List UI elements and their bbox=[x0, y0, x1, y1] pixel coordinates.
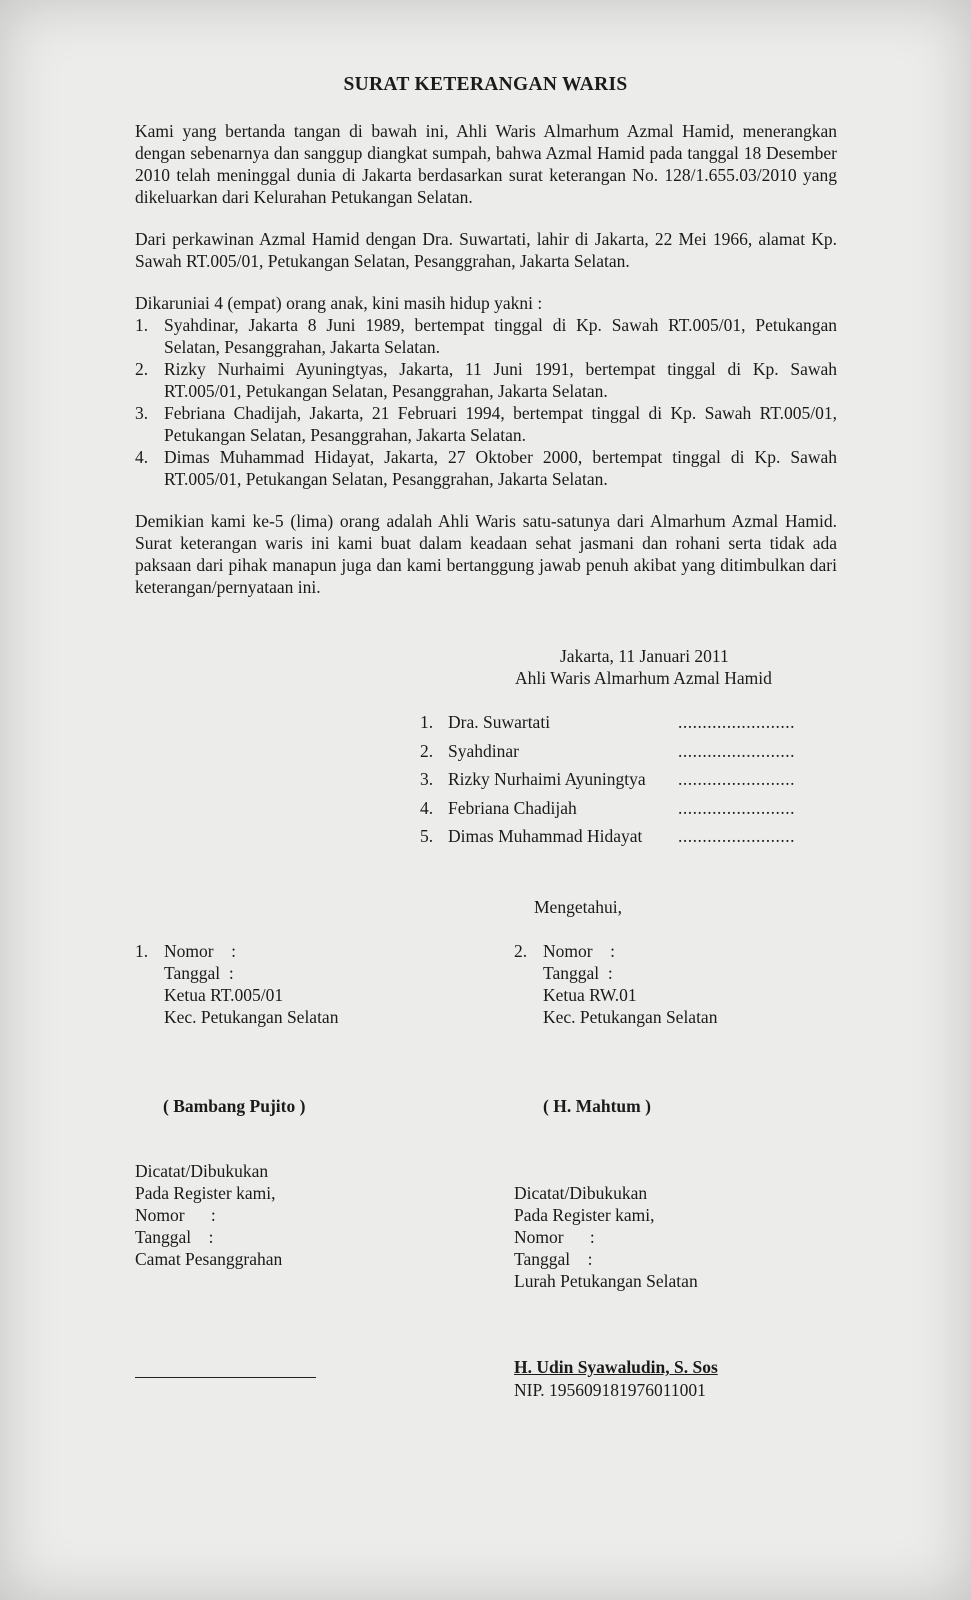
rw-signer-name: ( H. Mahtum ) bbox=[543, 1096, 651, 1116]
heir-number: 5. bbox=[420, 826, 434, 846]
camat-line-nomor: Nomor : bbox=[135, 1205, 216, 1225]
document-body bbox=[135, 120, 837, 618]
heir-number: 3. bbox=[420, 769, 434, 789]
lurah-line-recorded: Dicatat/Dibukukan bbox=[514, 1183, 648, 1203]
rt-kecamatan: Kec. Petukangan Selatan bbox=[164, 1007, 339, 1027]
rw-role: Ketua RW.01 bbox=[543, 985, 637, 1005]
list-item-text: Dimas Muhammad Hidayat, Jakarta, 27 Oktober 2000, bertempat tinggal di Kp. Sawah RT.005/01, Petukangan Selatan, Pesanggrahan, Jakarta Selatan. bbox=[164, 447, 837, 489]
heir-name: Rizky Nurhaimi Ayuningtya bbox=[448, 769, 646, 789]
heir-signature-list bbox=[420, 711, 800, 854]
rw-kecamatan: Kec. Petukangan Selatan bbox=[543, 1007, 718, 1027]
heir-number: 4. bbox=[420, 797, 434, 818]
closing-paragraph: Demikian kami ke-5 (lima) orang adalah Ahli Waris satu-satunya dari Almarhum Azmal Hamid. Surat keterangan waris ini kami buat dalam keadaan sehat jasmani dan rohani serta tidak ada paksaan dari pihak manapun juga dan kami bertanggung jawab penuh akibat yang ditimbulkan dari keterangan/pernyataan ini. bbox=[135, 511, 837, 597]
camat-line-title: Camat Pesanggrahan bbox=[135, 1249, 283, 1269]
heir-row bbox=[420, 740, 800, 769]
acknowledged-label: Mengetahui, bbox=[534, 897, 622, 917]
lurah-line-tanggal: Tanggal : bbox=[514, 1249, 593, 1269]
signature-dots: ........................ bbox=[678, 826, 795, 846]
heir-row bbox=[420, 797, 800, 826]
marriage-paragraph: Dari perkawinan Azmal Hamid dengan Dra. Suwartati, lahir di Jakarta, 22 Mei 1966, alamat Kp. Sawah RT.005/01, Petukangan Selatan, Pesanggrahan, Jakarta Selatan. bbox=[135, 229, 837, 271]
heir-group-label: Ahli Waris Almarhum Azmal Hamid bbox=[515, 668, 772, 688]
children-list bbox=[135, 314, 837, 490]
lurah-line-title: Lurah Petukangan Selatan bbox=[514, 1271, 698, 1291]
lurah-line-register: Pada Register kami, bbox=[514, 1205, 655, 1225]
camat-line-register: Pada Register kami, bbox=[135, 1183, 276, 1203]
document-title: SURAT KETERANGAN WARIS bbox=[343, 74, 628, 95]
list-item bbox=[135, 314, 837, 358]
rw-nomor: Nomor : bbox=[543, 941, 615, 961]
heir-number: 2. bbox=[420, 740, 434, 761]
signature-dots: ........................ bbox=[678, 712, 795, 732]
rt-number: 1. bbox=[135, 941, 149, 961]
lurah-block bbox=[514, 1182, 698, 1292]
rt-tanggal: Tanggal : bbox=[164, 963, 234, 983]
heir-row bbox=[420, 768, 800, 797]
heir-number: 1. bbox=[420, 712, 434, 732]
rt-nomor: Nomor : bbox=[164, 941, 236, 961]
rt-role: Ketua RT.005/01 bbox=[164, 985, 284, 1005]
heir-name: Dra. Suwartati bbox=[448, 712, 551, 732]
rw-number: 2. bbox=[514, 941, 528, 961]
rt-signer-name: ( Bambang Pujito ) bbox=[163, 1096, 306, 1116]
lurah-signer-nip: NIP. 195609181976011001 bbox=[514, 1380, 706, 1400]
heir-name: Dimas Muhammad Hidayat bbox=[448, 826, 643, 846]
statement-paragraph: Kami yang bertanda tangan di bawah ini, Ahli Waris Almarhum Azmal Hamid, menerangkan dengan sebenarnya dan sanggup diangkat sumpah, bahwa Azmal Hamid pada tanggal 18 Desember 2010 telah meninggal dunia di Jakarta berdasarkan surat keterangan No. 128/1.655.03/2010 yang dikeluarkan dari Kelurahan Petukangan Selatan. bbox=[135, 121, 837, 207]
rt-block bbox=[135, 940, 338, 1028]
list-item-text: Syahdinar, Jakarta 8 Juni 1989, bertempat tinggal di Kp. Sawah RT.005/01, Petukangan Selatan, Pesanggrahan, Jakarta Selatan. bbox=[164, 315, 837, 357]
camat-signature-line bbox=[135, 1377, 316, 1378]
list-item-text: Rizky Nurhaimi Ayuningtyas, Jakarta, 11 Juni 1991, bertempat tinggal di Kp. Sawah RT.005/01, Petukangan Selatan, Pesanggrahan, Jakarta Selatan. bbox=[164, 359, 837, 401]
list-item-number: 4. bbox=[135, 447, 149, 467]
list-item-number: 1. bbox=[135, 315, 149, 335]
children-intro: Dikaruniai 4 (empat) orang anak, kini masih hidup yakni : bbox=[135, 293, 543, 313]
list-item bbox=[135, 446, 837, 490]
signature-dots: ........................ bbox=[678, 769, 795, 789]
lurah-line-nomor: Nomor : bbox=[514, 1227, 595, 1247]
list-item bbox=[135, 402, 837, 446]
heir-name: Febriana Chadijah bbox=[448, 797, 577, 818]
heir-row bbox=[420, 711, 800, 740]
rw-block bbox=[514, 940, 717, 1028]
camat-line-tanggal: Tanggal : bbox=[135, 1227, 214, 1247]
heir-row bbox=[420, 825, 800, 854]
place-date: Jakarta, 11 Januari 2011 bbox=[560, 646, 729, 666]
list-item-number: 3. bbox=[135, 403, 149, 423]
lurah-signer-name: H. Udin Syawaludin, S. Sos bbox=[514, 1357, 718, 1377]
list-item-text: Febriana Chadijah, Jakarta, 21 Februari 1994, bertempat tinggal di Kp. Sawah RT.005/01, Petukangan Selatan, Pesanggrahan, Jakarta Selatan. bbox=[164, 403, 837, 445]
signature-dots: ........................ bbox=[678, 740, 795, 761]
camat-block bbox=[135, 1160, 282, 1270]
signature-dots: ........................ bbox=[678, 797, 795, 818]
rw-tanggal: Tanggal : bbox=[543, 963, 613, 983]
list-item-number: 2. bbox=[135, 359, 149, 379]
list-item bbox=[135, 358, 837, 402]
heir-name: Syahdinar bbox=[448, 740, 519, 761]
camat-line-recorded: Dicatat/Dibukukan bbox=[135, 1161, 269, 1181]
